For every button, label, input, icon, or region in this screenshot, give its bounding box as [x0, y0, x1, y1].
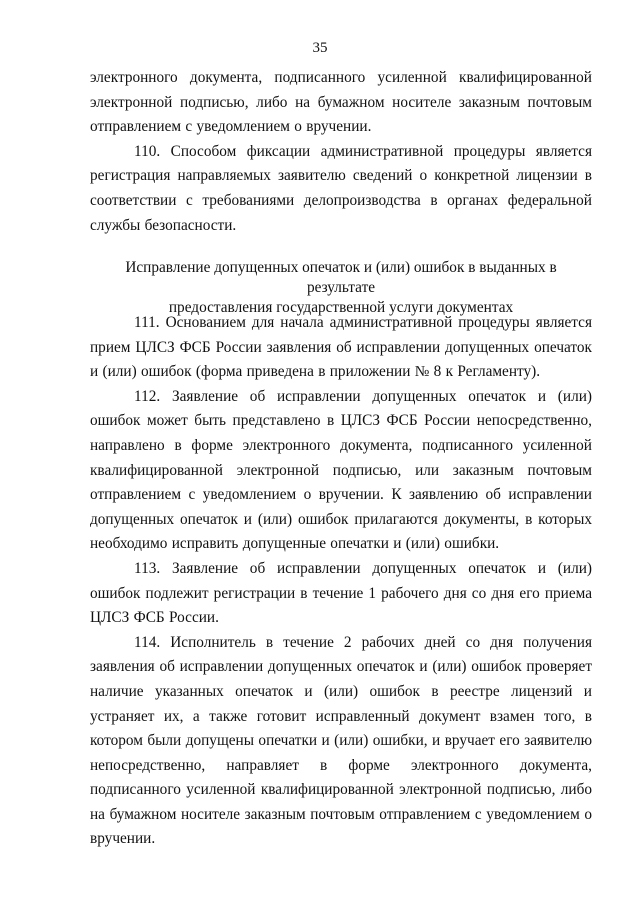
top-text-block: [90, 66, 592, 238]
paragraph-continuation: электронного документа, подписанного усиленной квалифицированной электронной подписью, либо на бумажном носителе заказным почтовым отправлением с уведомлением о вручении.: [90, 69, 592, 136]
section-heading: [90, 258, 592, 318]
paragraph-112: 112. Заявление об исправлении допущенных опечаток и (или) ошибок может быть представлено в ЦЛСЗ ФСБ России непосредственно, направлено в форме электронного документа, подписанного усиленной квалифицированной электронной подписью, или заказным почтовым отправлением с уведомлением о вручении. К заявлению об исправлении допущенных опечаток и (или) ошибок прилагаются документы, в которых необходимо исправить допущенные опечатки и (или) ошибки.: [90, 387, 592, 553]
main-text-block: [90, 311, 592, 852]
paragraph-110: 110. Способом фиксации административной процедуры является регистрация направляемых заявителю сведений о конкретной лицензии в соответствии с требованиями делопроизводства в органах федеральной службы безопасности.: [90, 142, 592, 234]
paragraph-113: 113. Заявление об исправлении допущенных опечаток и (или) ошибок подлежит регистрации в течение 1 рабочего дня со дня его приема ЦЛСЗ ФСБ России.: [90, 559, 592, 627]
page-number: 35: [312, 40, 328, 56]
section-heading-line-1: Исправление допущенных опечаток и (или) ошибок в выданных в результате: [125, 259, 557, 296]
paragraph-111: 111. Основанием для начала административной процедуры является прием ЦЛСЗ ФСБ России заявления об исправлении допущенных опечаток и (или) ошибок (форма приведена в приложении № 8 к Регламенту).: [90, 314, 592, 381]
section-heading-line-2: предоставления государственной услуги документах: [168, 299, 514, 316]
paragraph-114: 114. Исполнитель в течение 2 рабочих дней со дня получения заявления об исправлении допущенных опечаток и (или) ошибок проверяет наличие указанных опечаток и (или) ошибок в реестре лицензий и устраняет их, а также готовит исправленный документ взамен того, в котором были допущены опечатки и (или) ошибки, и вручает его заявителю непосредственно, направляет в форме электронного документа, подписанного усиленной квалифицированной электронной подписью, либо на бумажном носителе заказным почтовым отправлением с уведомлением о вручении.: [90, 633, 592, 848]
